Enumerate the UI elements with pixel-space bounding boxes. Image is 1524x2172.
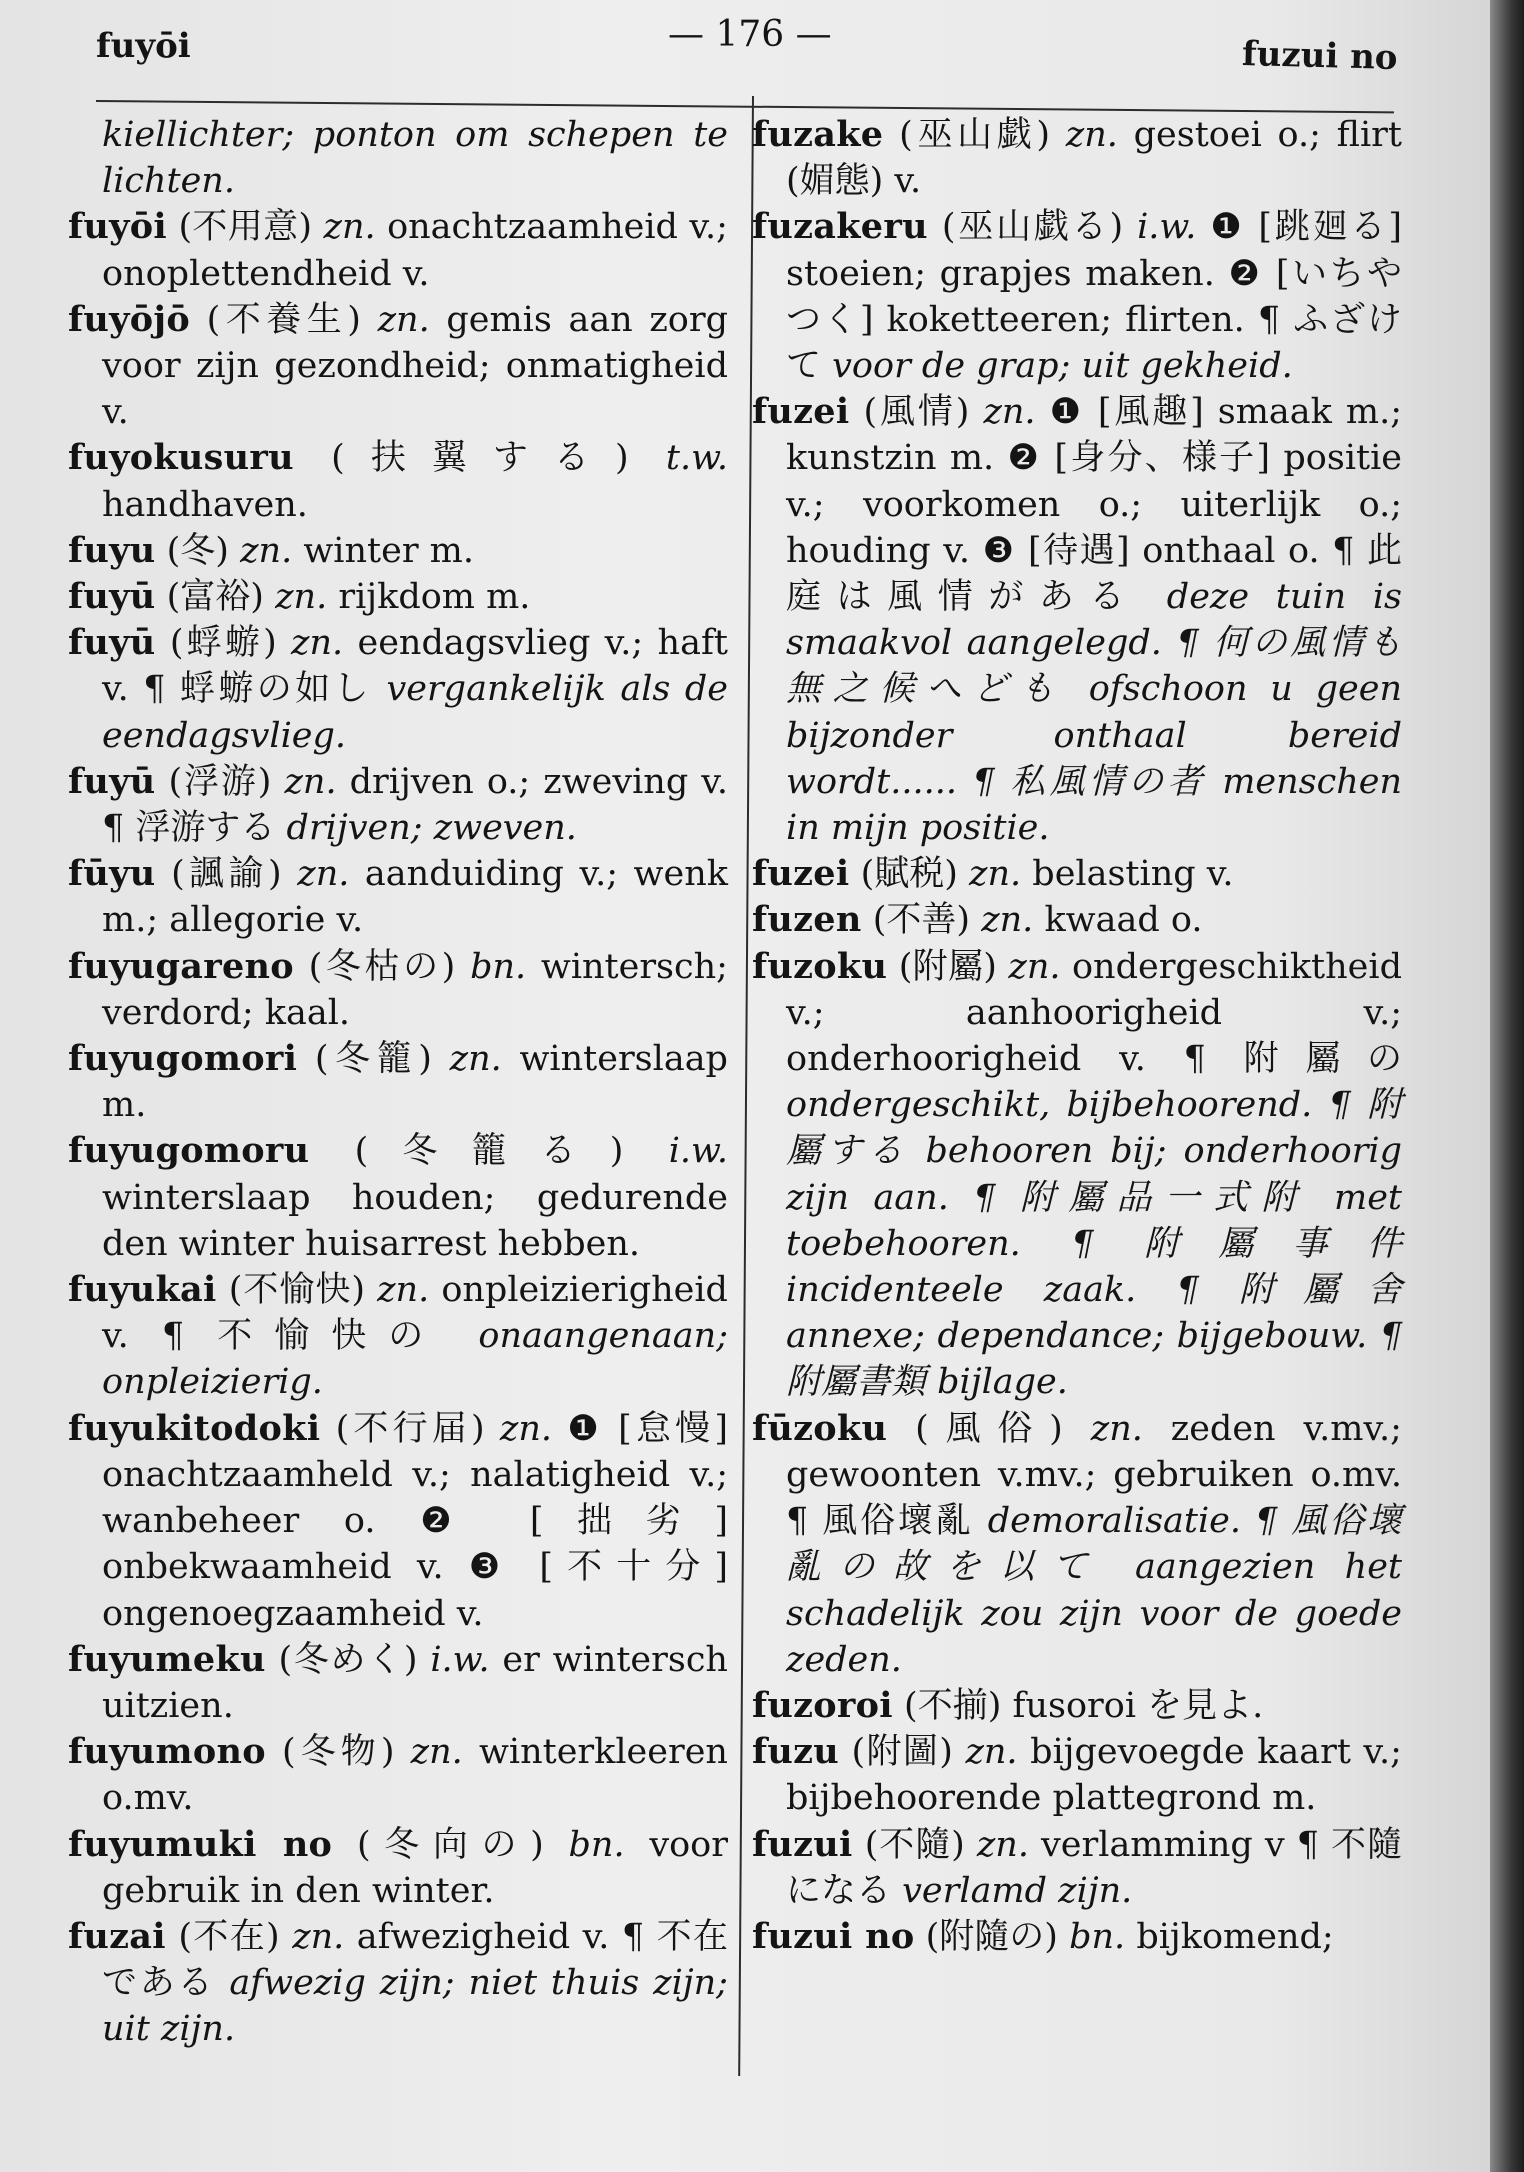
headword: fuyū [68, 622, 156, 664]
definition: afwezigheid v. ¶ 不在である [102, 1916, 728, 2004]
part-of-speech: bn. [470, 946, 527, 987]
definition: winterkleeren o.mv. [102, 1732, 728, 1819]
headword: fuyōi [68, 206, 167, 248]
definition: kwaad o. [1044, 900, 1203, 941]
dictionary-entry [752, 897, 1402, 943]
part-of-speech: bn. [1069, 1916, 1126, 1957]
definition: onpleizierigheid v. ¶ 不愉快の [102, 1270, 728, 1357]
kanji-form: (冬籠る) [354, 1131, 624, 1172]
definition: rijkdom m. [338, 577, 531, 618]
definition: drijven o.; zweving v. ¶ 浮游する [102, 761, 728, 849]
part-of-speech: zn. [1065, 115, 1118, 155]
part-of-speech: zn. [323, 207, 376, 248]
kanji-form: (浮游) [168, 761, 272, 802]
part-of-speech: zn. [377, 1270, 430, 1311]
dictionary-entry [68, 620, 728, 759]
definition: bijgevoegde kaart v.; bijbehoorende plattegrond m. [786, 1732, 1402, 1819]
definition: winterslaap m. [102, 1039, 728, 1126]
definition: winterslaap houden; gedurende den winter huisarrest hebben. [102, 1177, 728, 1264]
part-of-speech: zn. [275, 577, 328, 618]
headword: fuzai [68, 1915, 166, 1957]
headword: fuzoku [752, 945, 888, 987]
headword: fuzoroi [752, 1684, 893, 1726]
kanji-form: (賦税) [860, 854, 958, 895]
kanji-form: (扶翼する) [331, 438, 629, 479]
part-of-speech: zn. [981, 900, 1034, 941]
part-of-speech: zn. [983, 392, 1036, 433]
headword: fuyu [68, 529, 156, 571]
dictionary-entry [68, 851, 728, 943]
headword: fuzei [752, 391, 850, 433]
kanji-form: (風情) [863, 392, 970, 433]
page-number: — 176 — [668, 14, 832, 55]
dictionary-entry [68, 1914, 728, 2053]
dictionary-entry [68, 1406, 728, 1637]
kanji-form: (富裕) [166, 577, 264, 618]
dictionary-entry [68, 204, 728, 296]
headword: fūzoku [752, 1407, 888, 1449]
definition: voor gebruik in den winter. [102, 1824, 728, 1911]
definition: gestoei o.; flirt (媚態) v. [786, 115, 1402, 202]
kanji-form: (不養生) [206, 299, 361, 340]
part-of-speech: zn. [291, 623, 344, 664]
dictionary-entry [68, 944, 728, 1036]
headword: fuyokusuru [68, 437, 294, 479]
dictionary-entry [752, 112, 1402, 204]
kanji-form: (不用意) [178, 207, 313, 248]
definition: verlamming v ¶ 不隨になる [786, 1824, 1402, 1911]
headword: fūyu [68, 853, 156, 895]
part-of-speech: zn. [499, 1408, 553, 1449]
part-of-speech: zn. [297, 854, 350, 895]
part-of-speech: i.w. [1137, 207, 1197, 248]
headword: fuzakeru [752, 206, 928, 248]
dictionary-entry [68, 112, 728, 204]
dictionary-entry [752, 851, 1402, 897]
part-of-speech: i.w. [430, 1639, 490, 1680]
book-edge-shadow [1490, 0, 1524, 2172]
definition: belasting v. [1032, 854, 1234, 895]
kanji-form: (不善) [872, 900, 971, 941]
headword: fuzu [752, 1731, 840, 1773]
part-of-speech: zn. [965, 1732, 1018, 1773]
definition: ❶ [怠慢] onachtzaamheld v.; nalatigheid v.; wanbeheer o. ❷ [拙劣] onbekwaamheid v. ❸ [不十分] ongenoegzaamheid v. [102, 1408, 728, 1634]
example-translation: onaangenaan; onpleizierig. [102, 1316, 728, 1403]
right-column [752, 112, 1402, 1960]
example-translation: drijven; zweven. [286, 808, 577, 849]
headword: fuyumuki no [68, 1823, 333, 1865]
headword: fuyugomoru [68, 1130, 310, 1172]
kanji-form: (巫山戯る) [941, 207, 1124, 248]
part-of-speech: zn. [292, 1916, 345, 1957]
part-of-speech: bn. [568, 1824, 625, 1865]
dictionary-entry [68, 297, 728, 436]
part-of-speech: zn. [410, 1732, 463, 1773]
kanji-form: (附屬) [898, 946, 997, 987]
headword: fuyugareno [68, 945, 294, 987]
dictionary-entry [68, 528, 728, 574]
kanji-form: (附隨の) [925, 1916, 1058, 1957]
kanji-form: (冬) [166, 530, 229, 571]
dictionary-entry [752, 1406, 1402, 1683]
kanji-form: (諷諭) [171, 854, 282, 895]
dictionary-entry [68, 1036, 728, 1128]
kanji-form: (不行届) [335, 1408, 485, 1449]
definition: ondergeschiktheid v.; aanhoorigheid v.; onderhoorigheid v. ¶ 附屬の [786, 946, 1402, 1080]
headword: fuyumono [68, 1731, 266, 1773]
dictionary-entry [752, 389, 1402, 851]
kanji-form: (附圖) [851, 1732, 953, 1773]
example-translation: afwezig zijn; niet thuis zijn; uit zijn. [102, 1963, 728, 2050]
kanji-form: (冬めく) [278, 1639, 418, 1680]
part-of-speech: zn. [1008, 946, 1061, 987]
part-of-speech: zn. [969, 854, 1022, 895]
dictionary-entry [68, 435, 728, 527]
kanji-form: (不揃) [904, 1685, 1002, 1726]
definition: fusoroi を見よ. [1012, 1685, 1264, 1726]
kanji-form: (巫山戯) [899, 115, 1050, 155]
definition: onachtzaamheid v.; onoplettendheid v. [102, 207, 728, 294]
kanji-form: (不愉快) [228, 1270, 365, 1311]
headword: fuyū [68, 760, 156, 802]
headword: fuyumeku [68, 1638, 266, 1680]
dictionary-entry [68, 1729, 728, 1821]
part-of-speech: zn. [449, 1039, 502, 1080]
dictionary-entry [68, 1128, 728, 1267]
dictionary-entry [752, 1729, 1402, 1821]
headword: fuzake [752, 114, 884, 155]
definition: ❶ [風趣] smaak m.; kunstzin m. ❷ [身分、様子] positie v.; voorkomen o.; uiterlijk o.; houding v. ❸ [待遇] onthaal o. ¶ 此庭は風情がある [786, 392, 1402, 618]
headword: fuyukai [68, 1269, 217, 1311]
part-of-speech: zn. [377, 299, 430, 340]
dictionary-entry [752, 204, 1402, 389]
headword: fuyū [68, 576, 156, 618]
headword: fuzei [752, 853, 850, 895]
headword: fuyugomori [68, 1038, 298, 1080]
running-head-right: fuzui no [1241, 33, 1399, 79]
example-translation: verlamd zijn. [902, 1870, 1133, 1911]
kanji-form: (不在) [178, 1916, 280, 1957]
headword: fuyukitodoki [68, 1407, 321, 1449]
kanji-form: (不隨) [864, 1824, 965, 1865]
definition: bijkomend; [1136, 1916, 1334, 1957]
definition: handhaven. [102, 484, 308, 525]
definition: winter m. [303, 530, 474, 571]
kanji-form: (冬枯の) [308, 946, 456, 987]
dictionary-entry [68, 1822, 728, 1914]
dictionary-entry [68, 1637, 728, 1729]
kanji-form: (蜉蝣) [169, 623, 277, 664]
part-of-speech: zn. [976, 1824, 1029, 1865]
example-translation: vergankelijk als de eendagsvlieg. [102, 669, 729, 756]
dictionary-entry [752, 1914, 1402, 1960]
definition: gemis aan zorg voor zijn gezondheid; onmatigheid v. [102, 299, 728, 433]
definition: wintersch; verdord; kaal. [102, 946, 728, 1033]
dictionary-entry [68, 574, 728, 620]
part-of-speech: i.w. [668, 1131, 728, 1172]
dictionary-entry [752, 1822, 1402, 1914]
kanji-form: (冬籠) [314, 1039, 432, 1080]
definition: ❶ [跳廻る] stoeien; grapjes maken. ❷ [いちやつく] koketteeren; flirten. ¶ ふざけて [786, 207, 1402, 387]
kanji-form: (冬物) [282, 1732, 395, 1773]
headword: fuyōjō [68, 298, 190, 340]
headword: fuzui [752, 1823, 853, 1865]
kanji-form: (風俗) [915, 1408, 1063, 1449]
definition: aanduiding v.; wenk m.; allegorie v. [102, 854, 728, 941]
definition: eendagsvlieg v.; haft v. ¶ 蜉蝣の如し [102, 623, 728, 710]
part-of-speech: zn. [240, 530, 293, 571]
part-of-speech: zn. [284, 761, 337, 802]
example-translation: voor de grap; uit gekheid. [832, 346, 1293, 387]
definition: zeden v.mv.; gewoonten v.mv.; gebruiken o.mv. ¶ 風俗壞亂 [786, 1408, 1402, 1542]
example-translation: deze tuin is smaakvol aangelegd. ¶ 何の風情も無之候へども ofschoon u geen bijzonder onthaal bereid wordt...... ¶ 私風情の者 menschen in mijn positie. [786, 577, 1402, 849]
dictionary-entry [68, 759, 728, 851]
definition: er wintersch uitzien. [102, 1639, 728, 1726]
running-head-left: fuyōi [96, 26, 191, 66]
part-of-speech: zn. [1090, 1408, 1143, 1449]
example-translation: demoralisatie. ¶ 風俗壞亂の故を以て aangezien het schadelijk zou zijn voor de goede zeden. [786, 1501, 1402, 1680]
example-translation: ondergeschikt, bijbehoorend. ¶ 附屬する behooren bij; onderhoorig zijn aan. ¶ 附屬品一式附 met toebehooren. ¶ 附屬事件 incidenteele zaak. ¶ 附屬舍 annexe; dependance; bijgebouw. ¶ 附屬書類 bijlage. [786, 1085, 1402, 1403]
dictionary-entry [752, 1683, 1402, 1729]
example-translation: kiellichter; ponton om schepen te lichten. [102, 115, 728, 202]
dictionary-entry [68, 1267, 728, 1406]
dictionary-entry [752, 944, 1402, 1406]
left-column [68, 112, 728, 2053]
kanji-form: (冬向の) [356, 1824, 544, 1865]
part-of-speech: t.w. [665, 438, 728, 479]
headword: fuzen [752, 899, 862, 941]
headword: fuzui no [752, 1915, 915, 1957]
